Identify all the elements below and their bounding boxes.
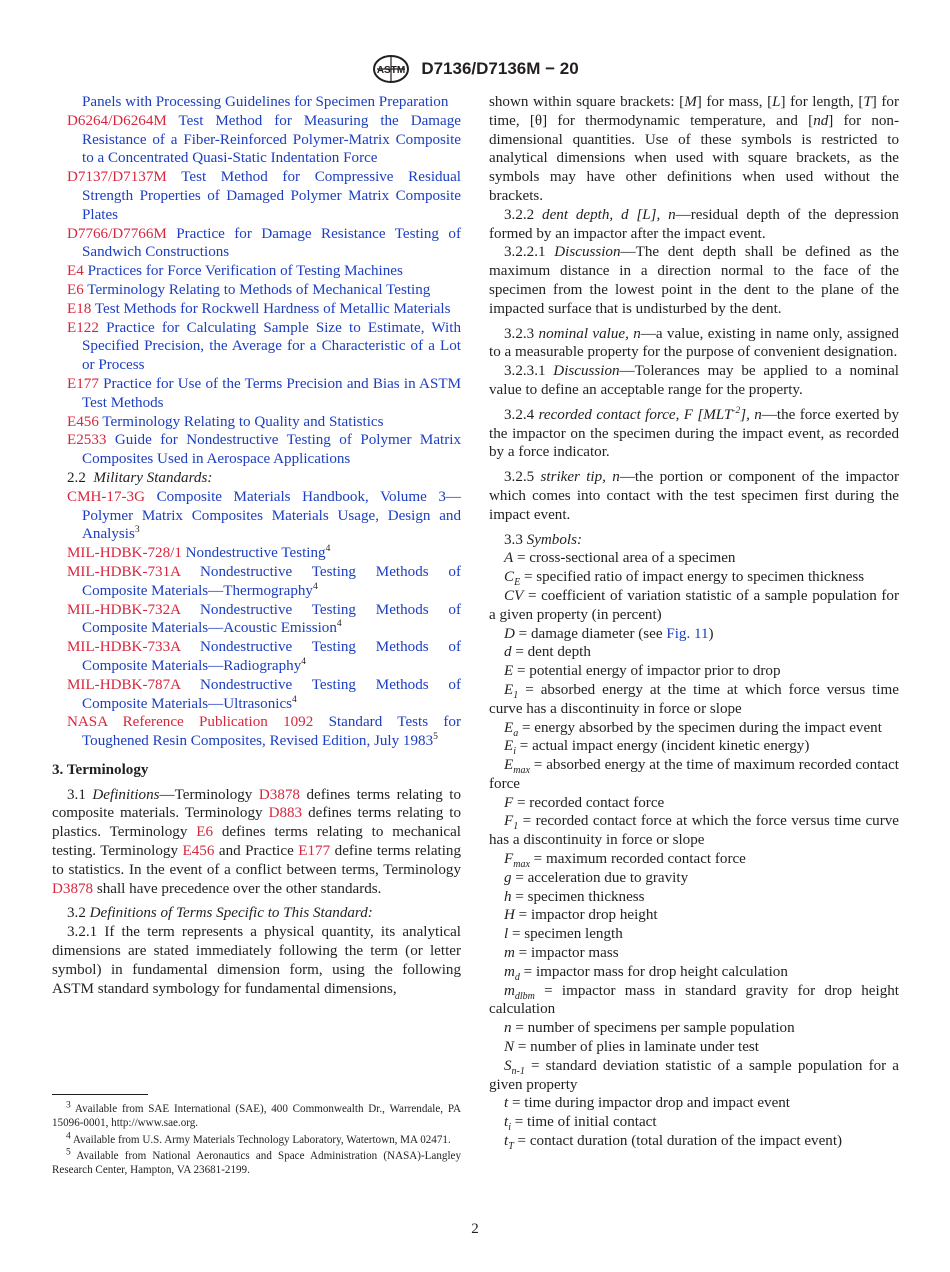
symbol: n <box>504 1020 512 1037</box>
reference-code-link[interactable]: E122 <box>67 319 99 336</box>
symbol-definition: $E_i$ = actual impact energy (incident kinetic energy) <box>504 738 810 758</box>
reference-title-link[interactable]: Standard Tests for Toughened Resin Composites, Revised Edition, July 1983 <box>82 714 461 750</box>
reference-item <box>67 713 461 751</box>
symbol-definition: l = specimen length <box>504 926 623 943</box>
symbol-subscript: n-1 <box>511 1065 525 1077</box>
symbol-meaning: actual impact energy (incident kinetic energy) <box>532 738 810 755</box>
symbol-meaning: standard deviation statistic of a sample population for a given property <box>489 1057 899 1093</box>
page-number: 2 <box>471 1221 479 1237</box>
reference-code-link[interactable]: E2533 <box>67 432 107 449</box>
reference-item <box>67 168 461 224</box>
inline-ref-link[interactable]: D883 <box>268 805 303 822</box>
symbol-definition: E = potential energy of impactor prior to drop <box>504 663 781 680</box>
symbol-definition: $t_i$ = time of initial contact <box>504 1114 657 1134</box>
symbol-meaning: impactor mass in standard gravity for drop height calculation <box>489 982 899 1018</box>
symbol-definition: D = damage diameter (see Fig. 11) <box>504 625 714 642</box>
symbol-meaning: specimen length <box>524 926 623 943</box>
symbol: D <box>504 625 515 642</box>
symbol: A <box>504 550 514 567</box>
reference-code-link[interactable]: MIL-HDBK-732A <box>67 601 181 618</box>
symbol-subscript: dlbm <box>514 990 535 1002</box>
left-column <box>52 93 461 998</box>
symbol-meaning: recorded contact force at which the force versus time curve has a discontinuity in force or slope <box>489 813 899 849</box>
symbol-meaning: coefficient of variation statistic of a sample population for a given property (in percent) <box>489 587 899 623</box>
symbol-meaning: dent depth <box>527 644 591 661</box>
symbol: g <box>504 869 512 886</box>
reference-title-link[interactable]: Terminology Relating to Quality and Statistics <box>102 413 384 430</box>
section-heading-terminology: 3. Terminology <box>52 761 149 778</box>
symbol-definition: $F_1$ = recorded contact force at which the force versus time curve has a discontinuity in force or slope <box>489 813 899 849</box>
reference-title-link[interactable]: Nondestructive Testing Methods of Composite Materials—Thermography <box>82 563 461 599</box>
symbol-definition: $F_{max}$ = maximum recorded contact force <box>504 851 746 871</box>
reference-item <box>67 431 461 469</box>
symbol: N <box>504 1039 515 1056</box>
symbol-meaning: number of plies in laminate under test <box>530 1039 760 1056</box>
symbol-subscript: i <box>508 1122 511 1134</box>
footnote-divider <box>52 1094 148 1095</box>
page-header <box>0 54 950 84</box>
symbol-meaning: damage diameter (see <box>530 625 667 642</box>
symbol-meaning: number of specimens per sample population <box>527 1020 795 1037</box>
reference-title-link[interactable]: Nondestructive Testing Methods of Composite Materials—Ultrasonics <box>82 676 461 712</box>
reference-title-link[interactable]: Practice for Damage Resistance Testing of Sandwich Constructions <box>82 225 461 261</box>
symbol: E <box>504 663 514 680</box>
symbol-meaning: absorbed energy at the time at which force versus time curve has a discontinuity in force or slope <box>489 681 899 717</box>
symbol: h <box>504 888 512 905</box>
reference-item <box>82 93 461 112</box>
reference-code-link[interactable]: E4 <box>67 263 84 280</box>
symbol-subscript: a <box>513 727 519 739</box>
footnote-marker[interactable]: 4 <box>312 581 318 592</box>
reference-item <box>67 112 461 168</box>
symbol-meaning: specified ratio of impact energy to specimen thickness <box>536 569 865 586</box>
symbol: E <box>504 719 514 736</box>
symbol-subscript: i <box>513 746 517 758</box>
symbols-list <box>489 549 899 1151</box>
symbol-meaning: time of initial contact <box>527 1114 657 1131</box>
reference-item <box>67 300 461 319</box>
symbol-definition: n = number of specimens per sample population <box>504 1020 795 1037</box>
reference-code-link[interactable]: E18 <box>67 300 92 317</box>
symbol: E <box>504 738 514 755</box>
inline-ref-link[interactable]: E6 <box>196 824 214 841</box>
symbol: t <box>504 1114 509 1131</box>
symbol-meaning: impactor mass for drop height calculation <box>535 963 788 980</box>
footnotes <box>52 1102 461 1179</box>
footnote: $^5$ Available from National Aeronautics and Space Administration (NASA)-Langley Research Center, Hampton, VA 23681-2199. <box>52 1147 461 1177</box>
symbol: m <box>504 963 515 980</box>
reference-code-link[interactable]: MIL-HDBK-787A <box>67 676 181 693</box>
reference-item <box>67 319 461 375</box>
symbol-definition: h = specimen thickness <box>504 888 645 905</box>
symbol-definition: t = time during impactor drop and impact event <box>504 1095 791 1112</box>
symbol: E <box>504 681 514 698</box>
paragraph-3-2-1: 3.2.1 If the term represents a physical quantity, its analytical dimensions are stated immediately following the term (or letter symbol) in fundamental dimension form, using the following ASTM standard symbology for fundamental dimensions, <box>52 924 461 997</box>
reference-item <box>67 676 461 714</box>
inline-ref-link[interactable]: D3878 <box>52 880 94 897</box>
symbol-subscript: T <box>508 1141 514 1153</box>
symbol-subscript: max <box>513 859 530 871</box>
reference-title-link[interactable]: Nondestructive Testing Methods of Composite Materials—Acoustic Emission <box>82 601 461 637</box>
symbol-subscript: 1 <box>513 689 519 701</box>
reference-title-link[interactable]: Practices for Force Verification of Testing Machines <box>87 263 403 280</box>
section-number: 2.2 <box>67 469 86 486</box>
reference-code-link[interactable]: MIL-HDBK-728/1 <box>67 545 182 562</box>
symbol: m <box>504 982 515 999</box>
symbol-definition: CV = coefficient of variation statistic of a sample population for a given property (in percent) <box>489 587 899 623</box>
reference-code-link[interactable]: D6264/D6264M <box>67 112 167 129</box>
reference-item <box>67 563 461 601</box>
symbol-subscript: 1 <box>513 821 519 833</box>
reference-item <box>67 413 461 432</box>
paragraph-3-2-2-1: 3.2.2.1 Discussion—The dent depth shall be defined as the maximum distance in a direction normal to the face of the specimen from the lowest point in the dent to the plane of the impacted surface that is undisturbed by the dent. <box>489 244 899 317</box>
footnote: $^3$ Available from SAE International (SAE), 400 Commonwealth Dr., Warrendale, PA 15096-0001, http://www.sae.org. <box>52 1100 461 1130</box>
reference-title-link[interactable]: Test Method for Compressive Residual Strength Properties of Damaged Polymer Matrix Composite Plates <box>82 169 461 223</box>
reference-item <box>67 601 461 639</box>
footnote-marker[interactable]: 4 <box>336 619 342 630</box>
section-title: Military Standards: <box>93 469 213 486</box>
symbol-meaning: impactor drop height <box>530 907 658 924</box>
reference-code-link[interactable]: CMH-17-3G <box>67 488 145 505</box>
symbol: t <box>504 1133 509 1150</box>
reference-title-link[interactable]: Practice for Use of the Terms Precision and Bias in ASTM Test Methods <box>82 375 461 411</box>
reference-title-link[interactable]: Test Methods for Rockwell Hardness of Metallic Materials <box>94 300 451 317</box>
symbol-meaning: acceleration due to gravity <box>527 869 689 886</box>
symbol: F <box>504 794 514 811</box>
symbol-definition: g = acceleration due to gravity <box>504 869 689 886</box>
inline-ref-link[interactable]: D3878 <box>258 786 300 803</box>
symbol: t <box>504 1095 509 1112</box>
paragraph-3-1: 3.1 Definitions—Terminology D3878 defines terms relating to composite materials. Terminology D883 defines terms relating to plastics. Terminology E6 defines terms relating to mechanical testing. Terminology E456 and Practice E177 define terms relating to statistics. In the event of a conflict between terms, Terminology D3878 shall have precedence over the other standards. <box>52 786 462 897</box>
symbol-definition: $E_1$ = absorbed energy at the time at which force versus time curve has a discontinuity in force or slope <box>489 681 899 717</box>
reference-title-link[interactable]: Terminology Relating to Methods of Mechanical Testing <box>87 281 431 298</box>
symbol-definition: d = dent depth <box>504 644 591 661</box>
paragraph-3-2-3-1: 3.2.3.1 Discussion—Tolerances may be applied to a nominal value to define an acceptable range for the property. <box>489 363 899 398</box>
reference-code-link[interactable]: MIL-HDBK-733A <box>67 639 181 656</box>
symbol-meaning: impactor mass <box>530 945 619 962</box>
symbol: F <box>504 851 514 868</box>
paragraph-3-2-1-continued: shown within square brackets: [M] for mass, [L] for length, [T] for time, [θ] for thermodynamic temperature, and [nd] for non-dimensional quantities. Use of these symbols is restricted to analytical dimensions when used with square brackets, as the symbols may have other definitions when used without the brackets. <box>489 94 900 204</box>
symbol-definition: $C_E$ = specified ratio of impact energy to specimen thickness <box>504 569 865 589</box>
paragraph-3-2-2: 3.2.2 dent depth, d [L], n—residual depth of the depression formed by an impactor after the impact event. <box>489 206 899 242</box>
symbol: H <box>504 907 515 924</box>
symbol-meaning: potential energy of impactor prior to drop <box>529 663 781 680</box>
footnote: $^4$ Available from U.S. Army Materials Technology Laboratory, Watertown, MA 02471. <box>66 1130 451 1146</box>
symbol-definition: $S_{n-1}$ = standard deviation statistic of a sample population for a given property <box>489 1057 899 1093</box>
symbol: E <box>504 757 514 774</box>
footnote-marker[interactable]: 4 <box>325 544 331 555</box>
inline-ref-link[interactable]: E177 <box>298 843 331 860</box>
reference-item <box>67 225 461 263</box>
symbol-definition: $m_{dlbm}$ = impactor mass in standard gravity for drop height calculation <box>489 982 899 1018</box>
reference-title-link[interactable]: Nondestructive Testing Methods of Composite Materials—Radiography <box>82 639 461 674</box>
symbol-definition: F = recorded contact force <box>504 794 665 811</box>
reference-code-link[interactable]: E6 <box>67 281 84 298</box>
symbol: C <box>504 569 515 586</box>
reference-item <box>67 638 461 676</box>
symbol-definition: N = number of plies in laminate under test <box>504 1039 760 1056</box>
footnote-marker[interactable]: 4 <box>292 694 297 705</box>
symbol-subscript: d <box>514 971 520 983</box>
footnote-marker[interactable]: 5 <box>433 732 438 743</box>
symbol-meaning: recorded contact force <box>529 794 665 811</box>
document-designation: D7136/D7136M − 20 <box>421 59 579 78</box>
symbol-meaning: maximum recorded contact force <box>545 851 746 868</box>
reference-code-link[interactable]: E456 <box>67 413 99 430</box>
reference-title-link[interactable]: Nondestructive Testing <box>185 545 326 562</box>
symbol-meaning: contact duration (total duration of the impact event) <box>529 1133 843 1150</box>
symbols-heading: 3.3 Symbols: <box>504 531 582 548</box>
symbol-meaning: specimen thickness <box>527 888 645 905</box>
reference-title-link[interactable]: Guide for Nondestructive Testing of Polymer Matrix Composites Used in Aerospace Applications <box>82 432 461 468</box>
symbol-meaning: cross-sectional area of a specimen <box>529 550 736 567</box>
paragraph-3-2-4: 3.2.4 recorded contact force, F $[MLT^{-2}]$, n—the force exerted by the impactor on the specimen during the impact event, as recorded by a force indicator. <box>489 405 900 461</box>
reference-text[interactable]: Panels with Processing Guidelines for Specimen Preparation <box>82 94 449 110</box>
reference-item <box>67 375 461 413</box>
symbol-meaning: time during impactor drop and impact event <box>524 1095 791 1112</box>
footnote-marker[interactable]: 3 <box>134 525 140 536</box>
symbol-meaning: absorbed energy at the time of maximum recorded contact force <box>489 757 899 792</box>
symbol-subscript: max <box>513 765 530 777</box>
symbol-definition: H = impactor drop height <box>504 907 658 924</box>
symbol-meaning: energy absorbed by the specimen during the impact event <box>534 719 882 736</box>
symbol-subscript: E <box>514 577 521 589</box>
symbol: d <box>504 644 512 661</box>
reference-code-link[interactable]: E177 <box>67 375 99 392</box>
reference-item <box>67 262 461 281</box>
reference-item <box>67 281 461 300</box>
reference-title-link[interactable]: Test Method for Measuring the Damage Resistance of a Fiber-Reinforced Polymer-Matrix Composite to a Concentrated Quasi-Static Indentation Force <box>82 112 461 167</box>
symbol-definition: A = cross-sectional area of a specimen <box>504 550 736 567</box>
reference-item <box>67 544 461 563</box>
reference-title-link[interactable]: Practice for Calculating Sample Size to Estimate, With Specified Precision, the Average for a Characteristic of a Lot or Process <box>82 319 461 374</box>
military-standards-heading <box>67 469 461 488</box>
paragraph-3-2-5: 3.2.5 striker tip, n—the portion or component of the impactor which comes into contact with the test specimen first during the impact event. <box>489 469 899 523</box>
footnote-marker[interactable]: 4 <box>301 656 306 667</box>
reference-code-link[interactable]: D7137/D7137M <box>67 169 167 186</box>
astm-logo-icon <box>371 54 411 84</box>
logo-label: ASTM <box>377 65 406 76</box>
reference-code-link[interactable]: MIL-HDBK-731A <box>67 563 181 580</box>
right-column <box>489 93 899 1151</box>
symbol-definition: m = impactor mass <box>504 945 619 962</box>
symbol: m <box>504 945 515 962</box>
symbol-definition: $m_d$ = impactor mass for drop height calculation <box>504 963 788 983</box>
figure-link[interactable]: Fig. 11 <box>666 625 709 642</box>
paragraph-3-2-3: 3.2.3 nominal value, n—a value, existing in name only, assigned to a measurable property for the purpose of convenient designation. <box>489 325 899 361</box>
reference-code-link[interactable]: NASA Reference Publication 1092 <box>67 714 314 731</box>
reference-title-link[interactable]: Composite Materials Handbook, Volume 3—Polymer Matrix Composites Materials Usage, Design and Analysis <box>82 488 461 543</box>
reference-item <box>67 488 461 544</box>
symbol-definition: $E_a$ = energy absorbed by the specimen during the impact event <box>504 719 882 739</box>
symbol: F <box>504 813 514 830</box>
symbol-meaning-tail: ) <box>708 625 714 642</box>
inline-ref-link[interactable]: E456 <box>182 843 215 860</box>
symbol-definition: $E_{max}$ = absorbed energy at the time of maximum recorded contact force <box>489 757 899 792</box>
paragraph-3-2: 3.2 Definitions of Terms Specific to This Standard: <box>67 905 373 922</box>
reference-code-link[interactable]: D7766/D7766M <box>67 225 167 242</box>
symbol-definition: $t_T$ = contact duration (total duration of the impact event) <box>504 1133 843 1153</box>
symbol: CV <box>504 587 524 604</box>
symbol: S <box>504 1057 512 1074</box>
symbol: l <box>504 926 509 943</box>
